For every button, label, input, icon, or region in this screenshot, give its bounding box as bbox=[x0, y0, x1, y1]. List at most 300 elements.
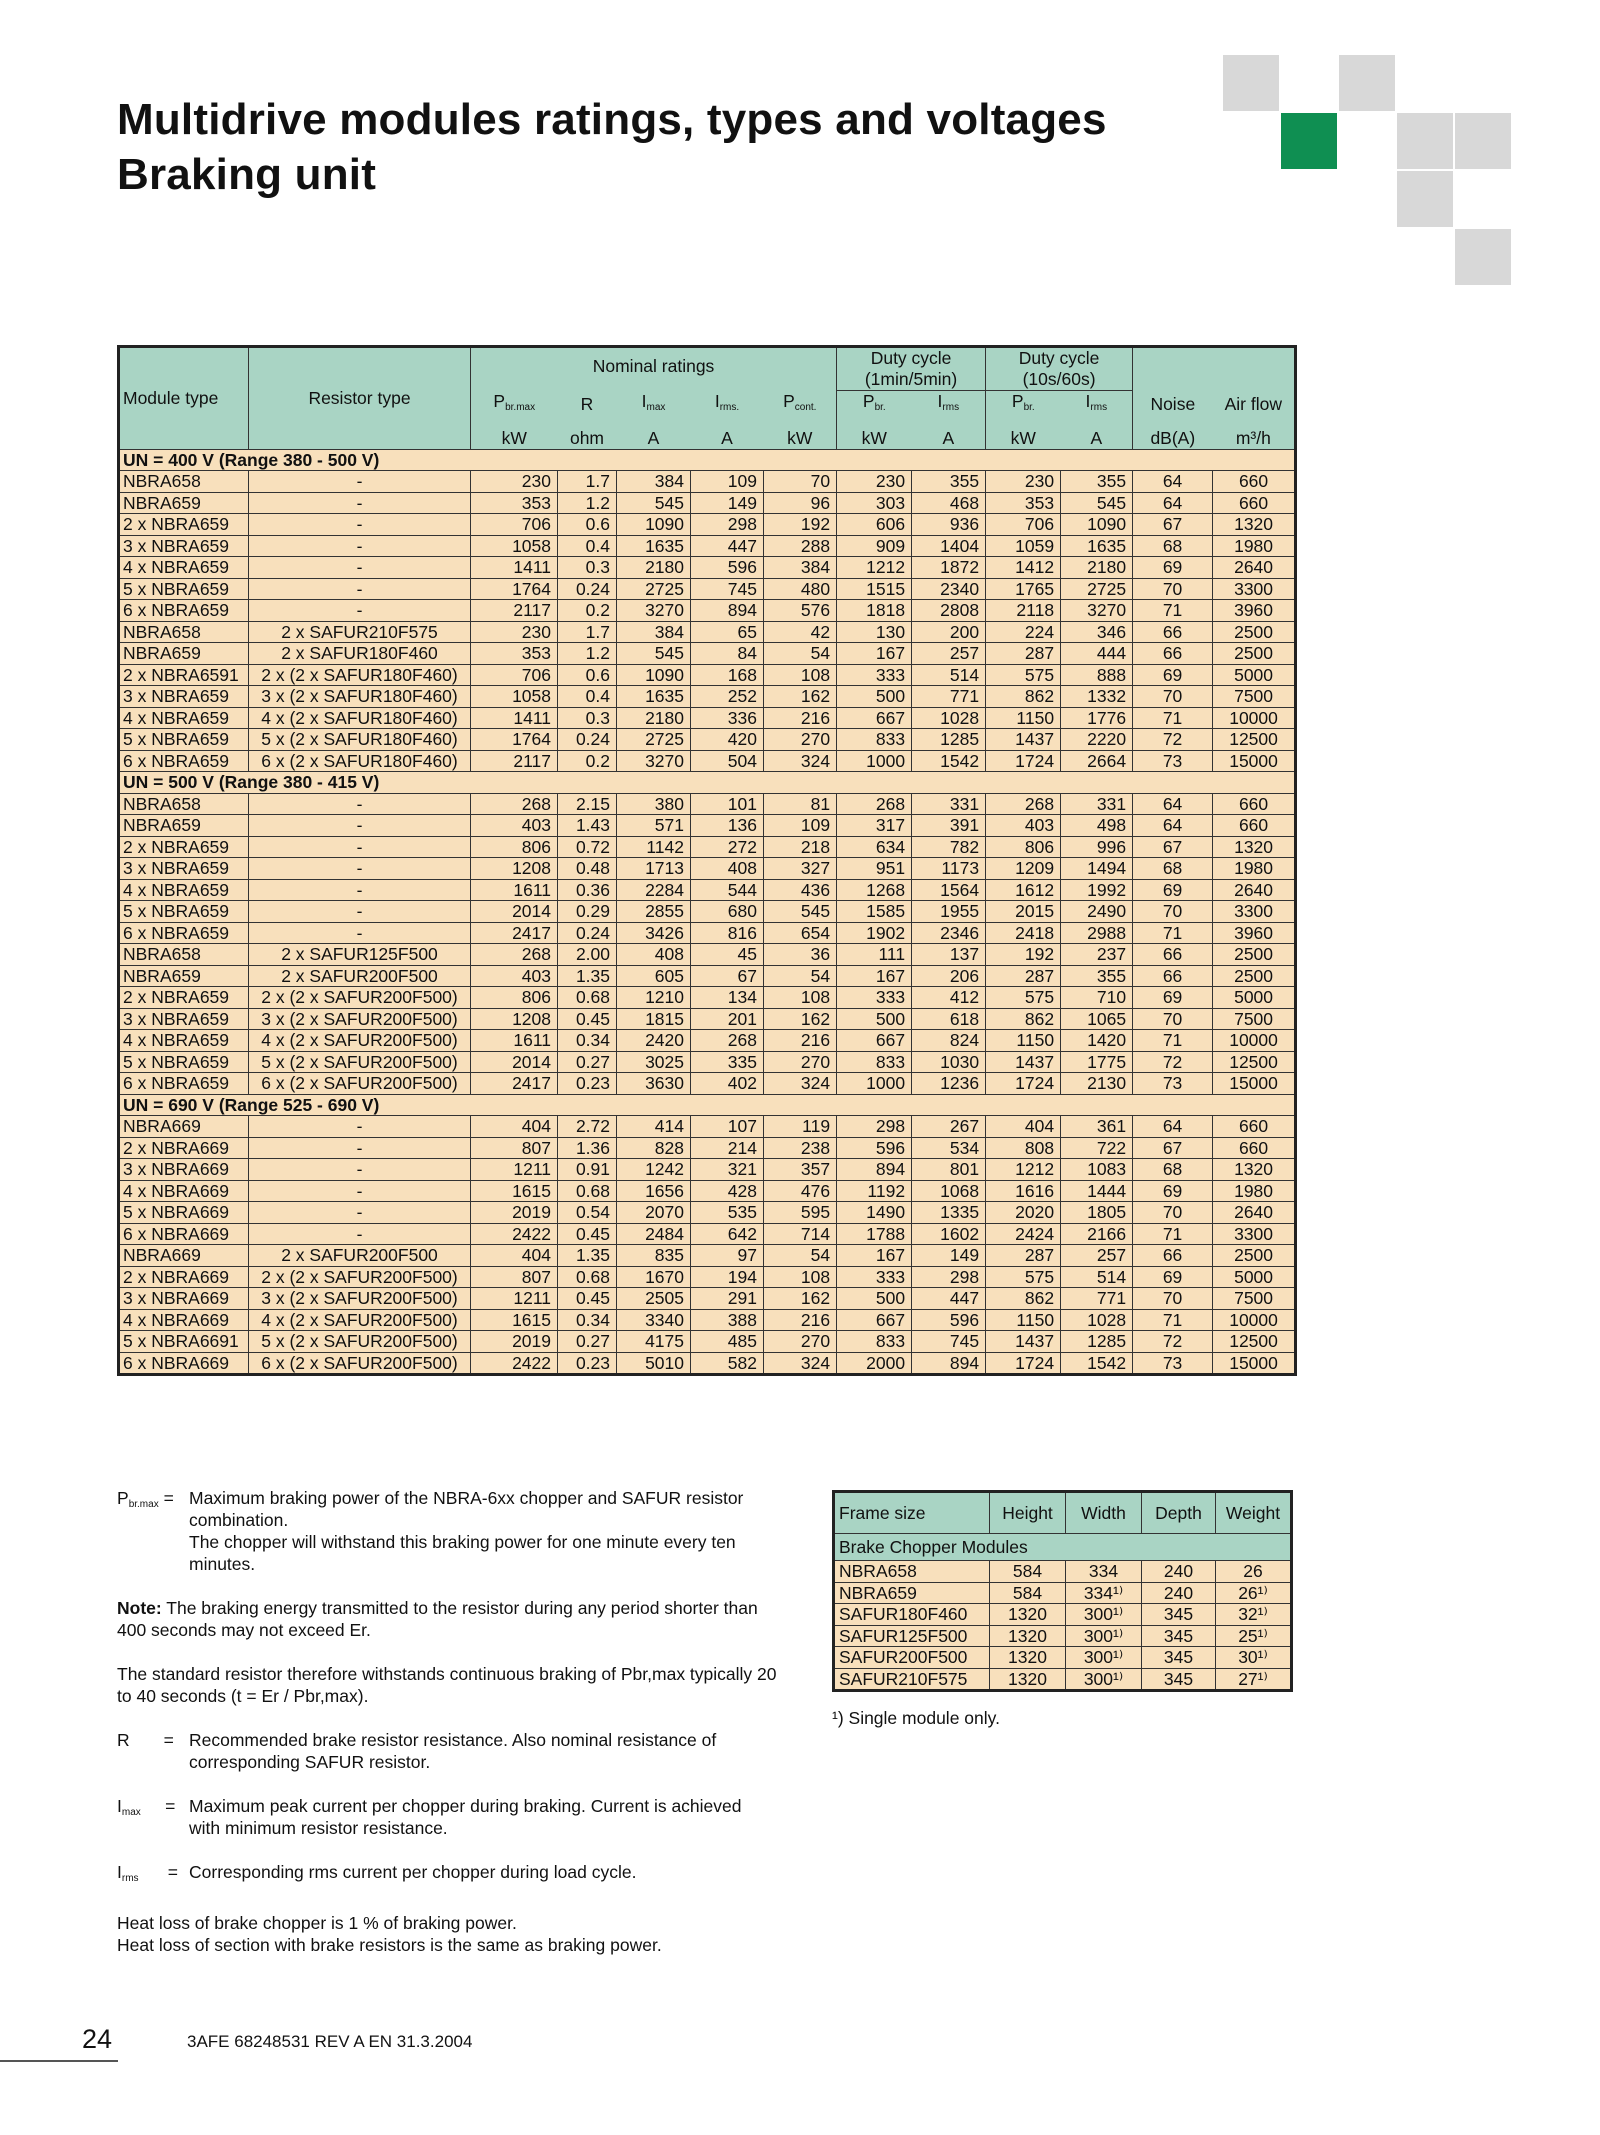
table-cell: 134 bbox=[691, 987, 764, 1009]
note-pbrmax-key bbox=[117, 1487, 189, 1575]
table-row bbox=[119, 578, 1296, 600]
table-cell: 660 bbox=[1213, 1116, 1296, 1138]
col-irms-1 bbox=[912, 391, 986, 419]
table-cell: 1242 bbox=[617, 1159, 691, 1181]
table-cell: 4 x NBRA669 bbox=[119, 1309, 249, 1331]
table-cell: 324 bbox=[764, 1073, 837, 1095]
table-cell: 5 x NBRA659 bbox=[119, 1051, 249, 1073]
table-cell: - bbox=[249, 557, 471, 579]
table-cell: 660 bbox=[1213, 471, 1296, 493]
table-cell: 1208 bbox=[471, 1008, 558, 1030]
table-cell: 1980 bbox=[1213, 858, 1296, 880]
table-cell: 2 x NBRA659 bbox=[119, 836, 249, 858]
table-cell: 2014 bbox=[471, 901, 558, 923]
table-cell: 108 bbox=[764, 987, 837, 1009]
table-cell: 5000 bbox=[1213, 664, 1296, 686]
col-p-brmax-sub: br.max bbox=[505, 401, 536, 413]
table-cell: 1437 bbox=[986, 1331, 1061, 1353]
table-cell: 355 bbox=[1061, 965, 1133, 987]
table-cell: 73 bbox=[1133, 750, 1213, 772]
table-cell: - bbox=[249, 793, 471, 815]
table-cell: 119 bbox=[764, 1116, 837, 1138]
table-cell: 1332 bbox=[1061, 686, 1133, 708]
note-r bbox=[117, 1729, 777, 1773]
table-cell: 1268 bbox=[837, 879, 912, 901]
table-cell: 634 bbox=[837, 836, 912, 858]
table-cell: 2808 bbox=[912, 600, 986, 622]
table-row bbox=[119, 1245, 1296, 1267]
frame-cell: 27¹⁾ bbox=[1216, 1668, 1292, 1691]
table-cell: 1656 bbox=[617, 1180, 691, 1202]
table-cell: 4 x (2 x SAFUR200F500) bbox=[249, 1309, 471, 1331]
table-cell: 936 bbox=[912, 514, 986, 536]
table-cell: 4 x NBRA659 bbox=[119, 707, 249, 729]
note-key-symbol: P bbox=[117, 1488, 129, 1508]
table-cell: 3 x NBRA659 bbox=[119, 1008, 249, 1030]
frame-cell: 300¹⁾ bbox=[1066, 1647, 1142, 1669]
table-cell: 660 bbox=[1213, 793, 1296, 815]
frame-cell: SAFUR200F500 bbox=[834, 1647, 990, 1669]
table-cell: 324 bbox=[764, 750, 837, 772]
table-cell: 66 bbox=[1133, 643, 1213, 665]
table-cell: 4 x NBRA659 bbox=[119, 879, 249, 901]
table-cell: 2500 bbox=[1213, 1245, 1296, 1267]
table-cell: 1.36 bbox=[558, 1137, 617, 1159]
table-cell: 380 bbox=[617, 793, 691, 815]
table-cell: 12500 bbox=[1213, 1051, 1296, 1073]
table-cell: 1872 bbox=[912, 557, 986, 579]
table-cell: 2664 bbox=[1061, 750, 1133, 772]
table-cell: 3 x (2 x SAFUR200F500) bbox=[249, 1288, 471, 1310]
note-label: Note: bbox=[117, 1598, 162, 1618]
table-cell: 1000 bbox=[837, 750, 912, 772]
table-cell: - bbox=[249, 1202, 471, 1224]
table-cell: 2490 bbox=[1061, 901, 1133, 923]
table-row bbox=[119, 1051, 1296, 1073]
table-cell: 230 bbox=[471, 471, 558, 493]
table-cell: 862 bbox=[986, 1008, 1061, 1030]
unit-kw: kW bbox=[986, 419, 1061, 450]
table-cell: 327 bbox=[764, 858, 837, 880]
table-cell: 833 bbox=[837, 729, 912, 751]
note-key-symbol: I bbox=[117, 1796, 122, 1816]
table-cell: 107 bbox=[691, 1116, 764, 1138]
table-cell: 268 bbox=[471, 944, 558, 966]
ratings-table-head bbox=[119, 347, 1296, 450]
table-cell: 3270 bbox=[617, 750, 691, 772]
table-cell: 808 bbox=[986, 1137, 1061, 1159]
unit-ohm: ohm bbox=[558, 419, 617, 450]
table-cell: 0.3 bbox=[558, 557, 617, 579]
note-heat-1: Heat loss of brake chopper is 1 % of braking power. bbox=[117, 1913, 517, 1933]
table-cell: 45 bbox=[691, 944, 764, 966]
unit-a: A bbox=[617, 419, 691, 450]
table-row bbox=[119, 1223, 1296, 1245]
table-cell: 65 bbox=[691, 621, 764, 643]
table-cell: 230 bbox=[471, 621, 558, 643]
table-cell: - bbox=[249, 815, 471, 837]
table-cell: 2855 bbox=[617, 901, 691, 923]
table-cell: 1058 bbox=[471, 686, 558, 708]
table-cell: 404 bbox=[986, 1116, 1061, 1138]
table-cell: 68 bbox=[1133, 535, 1213, 557]
frame-cell: 26¹⁾ bbox=[1216, 1582, 1292, 1604]
table-cell: 2 x (2 x SAFUR200F500) bbox=[249, 1266, 471, 1288]
table-cell: 66 bbox=[1133, 944, 1213, 966]
table-cell: 6 x NBRA659 bbox=[119, 1073, 249, 1095]
unit-kw: kW bbox=[471, 419, 558, 450]
table-cell: 252 bbox=[691, 686, 764, 708]
table-cell: 2180 bbox=[617, 557, 691, 579]
table-cell: 2 x SAFUR180F460 bbox=[249, 643, 471, 665]
table-cell: 1335 bbox=[912, 1202, 986, 1224]
table-cell: 0.27 bbox=[558, 1051, 617, 1073]
table-cell: 71 bbox=[1133, 922, 1213, 944]
table-cell: 4 x NBRA659 bbox=[119, 1030, 249, 1052]
col-pbr-1-sub: br. bbox=[874, 402, 886, 413]
table-cell: 0.68 bbox=[558, 1266, 617, 1288]
table-cell: 575 bbox=[986, 664, 1061, 686]
table-cell: 5010 bbox=[617, 1352, 691, 1375]
table-cell: 2422 bbox=[471, 1352, 558, 1375]
frame-cell: 1320 bbox=[990, 1625, 1066, 1647]
table-cell: 288 bbox=[764, 535, 837, 557]
table-cell: 333 bbox=[837, 664, 912, 686]
table-cell: 660 bbox=[1213, 815, 1296, 837]
table-cell: 268 bbox=[691, 1030, 764, 1052]
col-module-type: Module type bbox=[119, 347, 249, 450]
table-cell: 71 bbox=[1133, 707, 1213, 729]
table-cell: 6 x NBRA669 bbox=[119, 1223, 249, 1245]
table-cell: 1724 bbox=[986, 1073, 1061, 1095]
table-cell: 3340 bbox=[617, 1309, 691, 1331]
table-cell: 267 bbox=[912, 1116, 986, 1138]
table-cell: 745 bbox=[691, 578, 764, 600]
note-imax-key: $I_{max}$ = bbox=[117, 1796, 176, 1818]
table-row bbox=[119, 1116, 1296, 1138]
table-cell: 1635 bbox=[617, 686, 691, 708]
table-cell: 162 bbox=[764, 686, 837, 708]
table-cell: 2000 bbox=[837, 1352, 912, 1375]
table-cell: 2 x SAFUR125F500 bbox=[249, 944, 471, 966]
table-cell: 192 bbox=[986, 944, 1061, 966]
col-pbr-1-label: P bbox=[862, 391, 875, 411]
frame-cell: 26 bbox=[1216, 1561, 1292, 1583]
table-cell: 1992 bbox=[1061, 879, 1133, 901]
table-cell: 5 x NBRA669 bbox=[119, 1202, 249, 1224]
table-cell: 130 bbox=[837, 621, 912, 643]
table-cell: 2420 bbox=[617, 1030, 691, 1052]
table-cell: 1210 bbox=[617, 987, 691, 1009]
table-cell: 2118 bbox=[986, 600, 1061, 622]
table-cell: 353 bbox=[471, 492, 558, 514]
col-pbr-1 bbox=[837, 391, 912, 419]
table-cell: 167 bbox=[837, 1245, 912, 1267]
note-r-key: R = bbox=[117, 1730, 174, 1750]
table-cell: 833 bbox=[837, 1051, 912, 1073]
table-cell: 1150 bbox=[986, 707, 1061, 729]
table-cell: 667 bbox=[837, 707, 912, 729]
table-cell: 64 bbox=[1133, 793, 1213, 815]
decor-square bbox=[1223, 55, 1279, 111]
table-cell: 6 x (2 x SAFUR200F500) bbox=[249, 1073, 471, 1095]
table-cell: - bbox=[249, 1223, 471, 1245]
table-row bbox=[119, 750, 1296, 772]
table-cell: 660 bbox=[1213, 492, 1296, 514]
table-cell: 0.4 bbox=[558, 686, 617, 708]
table-row bbox=[119, 793, 1296, 815]
table-cell: 303 bbox=[837, 492, 912, 514]
table-cell: 2424 bbox=[986, 1223, 1061, 1245]
table-cell: 355 bbox=[912, 471, 986, 493]
table-cell: 137 bbox=[912, 944, 986, 966]
table-cell: 1211 bbox=[471, 1288, 558, 1310]
table-cell: 596 bbox=[837, 1137, 912, 1159]
table-cell: 544 bbox=[691, 879, 764, 901]
table-cell: 2019 bbox=[471, 1202, 558, 1224]
table-cell: 1670 bbox=[617, 1266, 691, 1288]
table-cell: 0.29 bbox=[558, 901, 617, 923]
table-cell: 0.72 bbox=[558, 836, 617, 858]
group-duty-cycle-1: Duty cycle (1min/5min) bbox=[837, 347, 986, 391]
note-key-sub: br.max bbox=[128, 1499, 159, 1510]
table-row bbox=[119, 1030, 1296, 1052]
table-cell: 2.72 bbox=[558, 1116, 617, 1138]
table-row bbox=[119, 621, 1296, 643]
table-cell: 5 x (2 x SAFUR200F500) bbox=[249, 1331, 471, 1353]
table-cell: 66 bbox=[1133, 965, 1213, 987]
table-cell: - bbox=[249, 492, 471, 514]
table-cell: 996 bbox=[1061, 836, 1133, 858]
table-cell: 2.15 bbox=[558, 793, 617, 815]
table-cell: 353 bbox=[471, 643, 558, 665]
table-cell: 667 bbox=[837, 1030, 912, 1052]
table-cell: 2725 bbox=[617, 578, 691, 600]
table-cell: 0.3 bbox=[558, 707, 617, 729]
table-cell: 1150 bbox=[986, 1030, 1061, 1052]
table-cell: 714 bbox=[764, 1223, 837, 1245]
table-cell: 504 bbox=[691, 750, 764, 772]
table-cell: 0.34 bbox=[558, 1309, 617, 1331]
table-cell: 67 bbox=[1133, 514, 1213, 536]
table-cell: 384 bbox=[617, 471, 691, 493]
table-cell: 15000 bbox=[1213, 1352, 1296, 1375]
table-cell: 0.54 bbox=[558, 1202, 617, 1224]
table-row bbox=[119, 535, 1296, 557]
note-key-symbol: R bbox=[117, 1730, 130, 1750]
table-cell: 230 bbox=[986, 471, 1061, 493]
table-row bbox=[119, 836, 1296, 858]
table-cell: 67 bbox=[691, 965, 764, 987]
table-cell: 192 bbox=[764, 514, 837, 536]
table-cell: NBRA658 bbox=[119, 621, 249, 643]
table-cell: 1236 bbox=[912, 1073, 986, 1095]
table-cell: 1776 bbox=[1061, 707, 1133, 729]
table-cell: 66 bbox=[1133, 621, 1213, 643]
table-cell: 346 bbox=[1061, 621, 1133, 643]
table-cell: 1090 bbox=[1061, 514, 1133, 536]
table-cell: 71 bbox=[1133, 600, 1213, 622]
table-cell: 807 bbox=[471, 1266, 558, 1288]
table-cell: 1788 bbox=[837, 1223, 912, 1245]
table-cell: 230 bbox=[837, 471, 912, 493]
table-row bbox=[119, 492, 1296, 514]
table-cell: 1980 bbox=[1213, 1180, 1296, 1202]
frame-col-depth: Depth bbox=[1142, 1492, 1216, 1534]
table-cell: 167 bbox=[837, 643, 912, 665]
table-row bbox=[119, 1073, 1296, 1095]
frame-cell: 345 bbox=[1142, 1625, 1216, 1647]
table-row bbox=[119, 1288, 1296, 1310]
frame-row bbox=[834, 1647, 1292, 1669]
table-row bbox=[119, 858, 1296, 880]
frame-row bbox=[834, 1582, 1292, 1604]
table-cell: - bbox=[249, 836, 471, 858]
table-cell: 270 bbox=[764, 729, 837, 751]
table-cell: 96 bbox=[764, 492, 837, 514]
table-cell: 2417 bbox=[471, 922, 558, 944]
note-pbrmax-text-2: The chopper will withstand this braking power for one minute every ten minutes. bbox=[189, 1532, 736, 1574]
table-cell: 317 bbox=[837, 815, 912, 837]
table-cell: 1515 bbox=[837, 578, 912, 600]
frame-cell: 345 bbox=[1142, 1668, 1216, 1691]
table-cell: 1083 bbox=[1061, 1159, 1133, 1181]
frame-cell: 345 bbox=[1142, 1604, 1216, 1626]
table-cell: 70 bbox=[764, 471, 837, 493]
table-cell: 1635 bbox=[1061, 535, 1133, 557]
table-cell: 1818 bbox=[837, 600, 912, 622]
col-irms-sub: rms. bbox=[719, 401, 740, 413]
table-cell: 534 bbox=[912, 1137, 986, 1159]
table-cell: 168 bbox=[691, 664, 764, 686]
table-cell: 654 bbox=[764, 922, 837, 944]
table-cell: 0.68 bbox=[558, 987, 617, 1009]
table-cell: 0.24 bbox=[558, 922, 617, 944]
table-row bbox=[119, 815, 1296, 837]
table-row bbox=[119, 514, 1296, 536]
table-cell: 404 bbox=[471, 1245, 558, 1267]
note-standard-resistor: The standard resistor therefore withstands continuous braking of Pbr,max typically 20 to 40 seconds (t = Er / Pbr,max). bbox=[117, 1664, 777, 1706]
note-imax-text: Maximum peak current per chopper during braking. Current is achieved with minimum resistor resistance. bbox=[189, 1796, 742, 1838]
table-cell: 42 bbox=[764, 621, 837, 643]
table-cell: 1542 bbox=[1061, 1352, 1133, 1375]
table-cell: 2019 bbox=[471, 1331, 558, 1353]
col-irms-2-sub: rms bbox=[1090, 402, 1108, 413]
table-cell: 3960 bbox=[1213, 600, 1296, 622]
table-cell: 771 bbox=[912, 686, 986, 708]
table-cell: 324 bbox=[764, 1352, 837, 1375]
table-cell: 0.45 bbox=[558, 1223, 617, 1245]
table-cell: - bbox=[249, 901, 471, 923]
unit-a: A bbox=[912, 419, 986, 450]
table-cell: 706 bbox=[986, 514, 1061, 536]
table-cell: 1611 bbox=[471, 1030, 558, 1052]
table-row bbox=[119, 1331, 1296, 1353]
note-irms-text: Corresponding rms current per chopper during load cycle. bbox=[189, 1862, 637, 1882]
table-cell: 353 bbox=[986, 492, 1061, 514]
table-cell: 216 bbox=[764, 1030, 837, 1052]
table-cell: 1411 bbox=[471, 707, 558, 729]
table-cell: 3 x NBRA659 bbox=[119, 858, 249, 880]
decor-square bbox=[1397, 171, 1453, 227]
table-cell: 806 bbox=[471, 987, 558, 1009]
decor-square-accent bbox=[1281, 113, 1337, 169]
note-energy-text: The braking energy transmitted to the resistor during any period shorter than 400 seconds may not exceed Er. bbox=[117, 1598, 758, 1640]
table-cell: 2 x SAFUR200F500 bbox=[249, 965, 471, 987]
table-cell: 1615 bbox=[471, 1180, 558, 1202]
table-cell: 801 bbox=[912, 1159, 986, 1181]
table-cell: NBRA669 bbox=[119, 1245, 249, 1267]
table-cell: 68 bbox=[1133, 1159, 1213, 1181]
table-cell: 0.45 bbox=[558, 1008, 617, 1030]
note-irms bbox=[117, 1861, 777, 1890]
table-cell: 361 bbox=[1061, 1116, 1133, 1138]
table-cell: 1444 bbox=[1061, 1180, 1133, 1202]
table-cell: - bbox=[249, 535, 471, 557]
table-cell: 216 bbox=[764, 1309, 837, 1331]
table-cell: 2725 bbox=[1061, 578, 1133, 600]
table-cell: NBRA669 bbox=[119, 1116, 249, 1138]
table-cell: NBRA659 bbox=[119, 965, 249, 987]
table-cell: 357 bbox=[764, 1159, 837, 1181]
col-irms-2-label: I bbox=[1085, 391, 1091, 411]
table-row bbox=[119, 471, 1296, 493]
table-cell: - bbox=[249, 1180, 471, 1202]
group-duty-cycle-2: Duty cycle (10s/60s) bbox=[986, 347, 1133, 391]
table-cell: 514 bbox=[912, 664, 986, 686]
table-cell: 2 x NBRA6591 bbox=[119, 664, 249, 686]
table-row bbox=[119, 879, 1296, 901]
table-cell: 1192 bbox=[837, 1180, 912, 1202]
table-cell: 388 bbox=[691, 1309, 764, 1331]
table-cell: 1209 bbox=[986, 858, 1061, 880]
table-cell: 642 bbox=[691, 1223, 764, 1245]
table-cell: 2117 bbox=[471, 750, 558, 772]
col-pcont-sub: cont. bbox=[794, 401, 817, 413]
table-cell: 1724 bbox=[986, 750, 1061, 772]
table-cell: 0.23 bbox=[558, 1352, 617, 1375]
table-cell: 7500 bbox=[1213, 686, 1296, 708]
frame-cell: 32¹⁾ bbox=[1216, 1604, 1292, 1626]
table-cell: 0.91 bbox=[558, 1159, 617, 1181]
table-cell: 2640 bbox=[1213, 879, 1296, 901]
frame-cell: 334 bbox=[1066, 1561, 1142, 1583]
table-cell: 70 bbox=[1133, 686, 1213, 708]
table-cell: 5 x NBRA659 bbox=[119, 578, 249, 600]
table-cell: 268 bbox=[471, 793, 558, 815]
table-cell: - bbox=[249, 1137, 471, 1159]
frame-cell: 300¹⁾ bbox=[1066, 1604, 1142, 1626]
frame-cell: SAFUR180F460 bbox=[834, 1604, 990, 1626]
col-irms-label: I bbox=[714, 390, 720, 411]
table-cell: 72 bbox=[1133, 1051, 1213, 1073]
section-label: UN = 690 V (Range 525 - 690 V) bbox=[119, 1094, 1296, 1116]
table-row bbox=[119, 600, 1296, 622]
table-cell: 54 bbox=[764, 643, 837, 665]
table-cell: 1090 bbox=[617, 514, 691, 536]
table-cell: 1494 bbox=[1061, 858, 1133, 880]
table-row bbox=[119, 707, 1296, 729]
table-cell: 605 bbox=[617, 965, 691, 987]
table-cell: 2640 bbox=[1213, 1202, 1296, 1224]
table-cell: 0.68 bbox=[558, 1180, 617, 1202]
table-cell: 4 x NBRA669 bbox=[119, 1180, 249, 1202]
table-cell: 0.27 bbox=[558, 1331, 617, 1353]
table-cell: 287 bbox=[986, 1245, 1061, 1267]
table-cell: 2 x (2 x SAFUR180F460) bbox=[249, 664, 471, 686]
frame-cell: 345 bbox=[1142, 1647, 1216, 1669]
col-resistor-type: Resistor type bbox=[249, 347, 471, 450]
